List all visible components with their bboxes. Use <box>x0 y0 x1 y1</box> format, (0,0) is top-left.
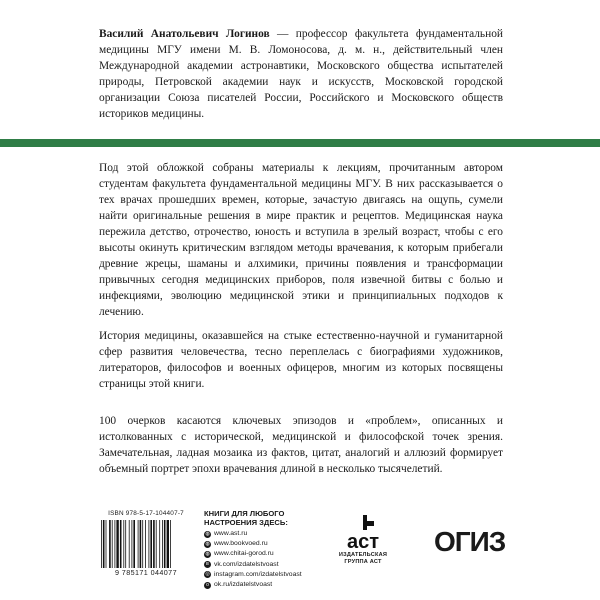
vk-icon: в <box>204 561 211 568</box>
link-row[interactable] <box>204 560 324 570</box>
ok-icon: о <box>204 582 211 589</box>
barcode-digits: 9 785171 044077 <box>115 568 177 577</box>
link-row[interactable] <box>204 539 324 549</box>
link-row[interactable] <box>204 549 324 559</box>
green-divider <box>0 139 600 147</box>
link-row[interactable] <box>204 529 324 539</box>
link-text[interactable]: www.ast.ru <box>214 530 248 538</box>
author-bio <box>99 26 503 122</box>
link-text[interactable]: www.bookvoed.ru <box>214 540 268 548</box>
link-row[interactable] <box>204 580 324 590</box>
link-text[interactable]: ok.ru/izdatelstvoast <box>214 581 273 589</box>
publisher-line-1: ИЗДАТЕЛЬСКАЯ <box>338 552 388 558</box>
ogiz-logo: ОГИЗ <box>434 526 506 557</box>
author-bio-text: — профессор факультета фундаментальной медицины МГУ имени М. В. Ломоносова, д. м. н., действительный член Международной академии астронавтики, Московского общества испытателей природы, Петровской академии наук и искусств, Московской городской организации Союза писателей России, Российского и Московского обществ историков медицины. <box>99 28 503 120</box>
link-text[interactable]: vk.com/izdatelstvoast <box>214 560 279 568</box>
ast-logo-text: аст <box>346 531 380 552</box>
description-paragraph-1: Под этой обложкой собраны материалы к лекциям, прочитанным автором студентам факультета фундаментальной медицины МГУ. В них рассказывается о тех врачах прошедших времен, которые, зачастую двигаясь на ощупь, сумели найти оригинальные решения в мире практик и рецептов. Медицинская наука пережила детство, отрочество, юность и вступила в зрелый возраст, чтобы с его высоты окинуть критическим взглядом методы врачевания, к которым прибегали древние жрецы, шаманы и алхимики, причины появления и трансформации привычных сегодня медицинских приборов, поля извечной битвы с болью и инфекциями, эволюцию медицинской этики и принципиальных подходов к лечению. <box>99 162 503 318</box>
barcode-block <box>96 510 196 580</box>
books-title-line-1: КНИГИ ДЛЯ ЛЮБОГО <box>204 509 285 518</box>
author-name: Василий Анатольевич Логинов <box>99 28 270 40</box>
link-row[interactable] <box>204 570 324 580</box>
barcode-icon <box>100 520 192 570</box>
instagram-icon: ◎ <box>205 571 210 578</box>
ast-logo-icon <box>343 512 383 552</box>
ast-publisher-logo <box>336 512 390 578</box>
globe-icon: ◍ <box>205 540 210 547</box>
books-title-line-2: НАСТРОЕНИЯ ЗДЕСЬ: <box>204 518 288 527</box>
globe-icon: ◍ <box>205 530 210 537</box>
isbn-text: ISBN 978-5-17-104407-7 <box>108 510 184 517</box>
books-links-block <box>204 509 324 590</box>
description-paragraph-3: 100 очерков касаются ключевых эпизодов и «проблем», описанных и истолкованных с исторической, медицинской и философской точек зрения. Замечательная, ладная мозаика из фактов, цитат, аналогий и аллюзий формирует объемный портрет эпохи врачевания длиной в несколько тысячелетий. <box>99 415 503 475</box>
globe-icon: ◍ <box>205 550 210 557</box>
link-text[interactable]: instagram.com/izdatelstvoast <box>214 570 302 578</box>
description-paragraph-2: История медицины, оказавшейся на стыке естественно-научной и гуманитарной сфер развития человечества, тесно переплелась с биографиями художников, литераторов, философов и военных офицеров, многим из которых посвящены страницы этой книги. <box>99 330 503 390</box>
publisher-line-2: ГРУППА АСТ <box>344 559 382 565</box>
link-text[interactable]: www.chitai-gorod.ru <box>214 550 274 558</box>
